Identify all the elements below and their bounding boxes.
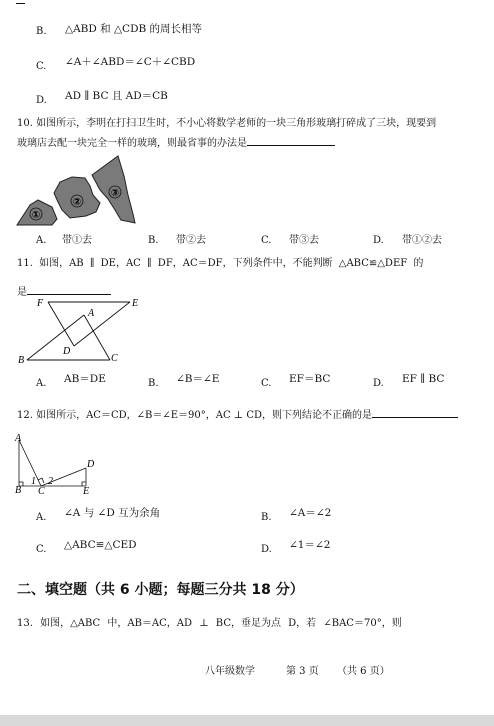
q11-option-d-text: EF ∥ BC [402, 373, 445, 385]
q12-point-B: B [15, 485, 22, 496]
q10-piece-1-label: ① [31, 210, 41, 221]
q11-point-D: D [63, 346, 71, 357]
q12-stem-text: 12. 如图所示，AC＝CD，∠B＝∠E＝90°，AC ⊥ CD，则下列结论不正确的是 [17, 410, 373, 421]
q11-option-a-text: AB＝DE [64, 373, 106, 385]
q11-point-E: E [132, 298, 139, 309]
q10-option-b-text: 带②去 [176, 235, 206, 246]
section-2-heading: 二、填空题（共 6 小题；每题三分共 18 分） [17, 582, 304, 598]
q11-option-b-label: B. [148, 378, 159, 389]
q9-option-c-text: ∠A＋∠ABD＝∠C＋∠CBD [65, 56, 196, 68]
footer-subject: 八年级数学 [205, 666, 255, 677]
q10-option-d-label: D. [373, 235, 384, 246]
q11-option-b-text: ∠B＝∠E [176, 373, 220, 385]
q9-option-b-label: B. [36, 26, 47, 37]
q9-option-b-text: △ABD 和 △CDB 的周长相等 [65, 23, 203, 35]
page-bottom-divider [0, 715, 494, 726]
q11-option-c-text: EF＝BC [289, 373, 331, 385]
q10-stem-line2-text: 玻璃店去配一块完全一样的玻璃，则最省事的办法是 [17, 138, 247, 149]
q10-option-c-text: 带③去 [289, 235, 319, 246]
q11-stem-line2-text: 是 [17, 287, 27, 298]
q11-stem-line1: 11. 如图，AB ∥ DE，AC ∥ DF，AC＝DF，下列条件中，不能判断 △ABC≌△DEF 的 [17, 258, 424, 269]
q12-option-b-text: ∠A＝∠2 [289, 507, 332, 519]
q12-option-a-text: ∠A 与 ∠D 互为余角 [64, 507, 161, 519]
q12-point-D: D [87, 459, 95, 470]
q13-stem-line1: 13. 如图，△ABC 中，AB＝AC，AD ⊥ BC，垂足为点 D，若 ∠BAC＝70°，则 [17, 618, 402, 629]
q11-point-A: A [88, 308, 95, 319]
q12-option-d-label: D. [261, 544, 272, 555]
q12-point-E: E [83, 486, 90, 497]
q12-option-b-label: B. [261, 512, 272, 523]
q12-angle-2: 2 [48, 476, 53, 487]
q11-point-C: C [111, 353, 118, 364]
q10-option-c-label: C. [261, 235, 272, 246]
footer-total-pages: （共 6 页） [337, 666, 390, 677]
q12-option-c-label: C. [36, 544, 47, 555]
q11-option-c-label: C. [261, 378, 272, 389]
q12-angle-1: 1 [31, 476, 36, 487]
q9-option-d-text: AD ∥ BC 且 AD＝CB [65, 90, 168, 102]
q10-option-a-label: A. [36, 235, 47, 246]
q11-point-F: F [37, 298, 44, 309]
q12-point-A: A [15, 433, 22, 444]
q10-piece-2-label: ② [72, 197, 82, 208]
q12-option-d-text: ∠1＝∠2 [289, 539, 331, 551]
q11-option-d-label: D. [373, 378, 384, 389]
q9-option-d-label: D. [36, 95, 47, 106]
q10-piece-3-label: ③ [110, 188, 120, 199]
q10-option-a-text: 带①去 [62, 235, 92, 246]
q12-option-a-label: A. [36, 512, 47, 523]
q11-point-B: B [18, 355, 25, 366]
q9-option-c-label: C. [36, 61, 47, 72]
q10-stem-line1: 10. 如图所示，李明在打扫卫生时，不小心将数学老师的一块三角形玻璃打碎成了三块，现要到 [17, 118, 437, 129]
q10-option-b-label: B. [148, 235, 159, 246]
q12-option-c-text: △ABC≌△CED [64, 539, 137, 551]
q12-point-C: C [38, 486, 45, 497]
q11-option-a-label: A. [36, 378, 47, 389]
q10-option-d-text: 带①②去 [402, 235, 442, 246]
footer-page-number: 第 3 页 [286, 666, 319, 677]
